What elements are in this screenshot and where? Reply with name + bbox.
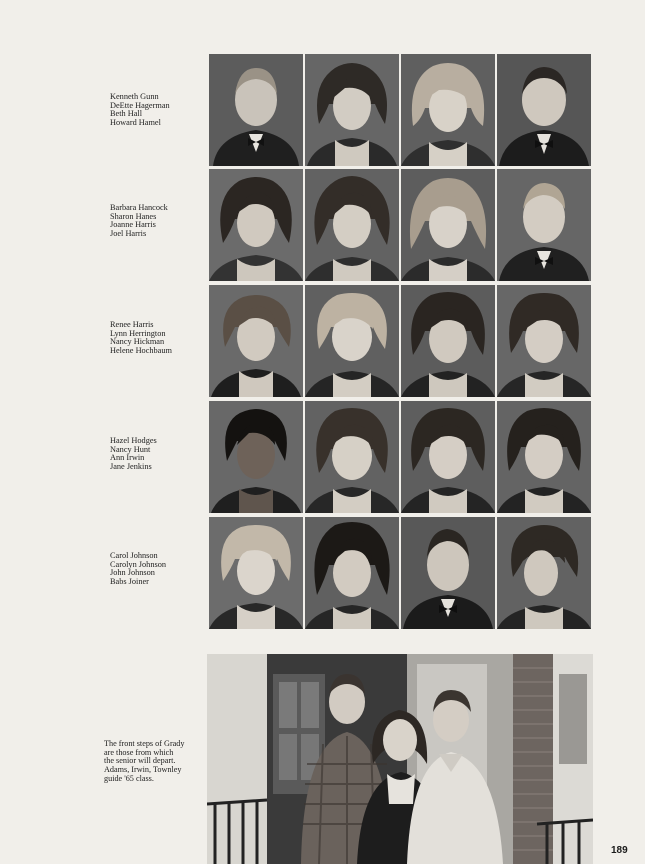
name-list bbox=[110, 204, 206, 238]
portrait-photo bbox=[209, 285, 303, 397]
portrait-photo bbox=[497, 401, 591, 513]
page-number: 189 bbox=[611, 845, 628, 856]
portrait-photo bbox=[497, 54, 591, 166]
portrait-photo bbox=[497, 169, 591, 281]
caption-line: are those from which bbox=[104, 747, 174, 757]
student-name: Hazel Hodges bbox=[110, 436, 157, 445]
student-name: Sharon Hanes bbox=[110, 211, 157, 221]
portrait-photo bbox=[401, 285, 495, 397]
portrait-photo bbox=[209, 517, 303, 629]
portrait-photo bbox=[305, 285, 399, 397]
student-name: Helene Hochbaum bbox=[110, 345, 172, 355]
portrait-photo bbox=[305, 401, 399, 513]
portrait-photo bbox=[401, 169, 495, 281]
name-list bbox=[110, 93, 206, 127]
name-list bbox=[110, 321, 206, 355]
portrait-photo bbox=[209, 401, 303, 513]
student-name: Babs Joiner bbox=[110, 576, 149, 586]
student-name: DeEtte Hagerman bbox=[110, 100, 170, 110]
student-name: Kenneth Gunn bbox=[110, 92, 159, 101]
portrait-photo bbox=[209, 169, 303, 281]
portrait-photo bbox=[209, 54, 303, 166]
student-name: Joel Harris bbox=[110, 228, 147, 238]
portrait-photo bbox=[305, 169, 399, 281]
group-photo bbox=[207, 654, 593, 864]
student-name: Jane Jenkins bbox=[110, 461, 152, 471]
caption-line: The front steps of Grady bbox=[104, 739, 185, 748]
caption-line: Adams, Irwin, Townley bbox=[104, 765, 182, 775]
student-name: John Johnson bbox=[110, 568, 155, 578]
portrait-photo bbox=[401, 401, 495, 513]
caption-line: the senior will depart. bbox=[104, 756, 176, 766]
portrait-photo bbox=[497, 517, 591, 629]
student-name: Beth Hall bbox=[110, 109, 143, 119]
student-name: Barbara Hancock bbox=[110, 203, 168, 212]
portrait-photo bbox=[401, 54, 495, 166]
student-name: Carolyn Johnson bbox=[110, 559, 167, 569]
name-list bbox=[110, 552, 206, 586]
student-name: Lynn Herrington bbox=[110, 328, 166, 338]
student-name: Nancy Hickman bbox=[110, 337, 165, 347]
photo-caption bbox=[104, 740, 204, 784]
portrait-photo bbox=[305, 54, 399, 166]
student-name: Carol Johnson bbox=[110, 551, 158, 560]
portrait-photo bbox=[401, 517, 495, 629]
student-name: Nancy Hunt bbox=[110, 444, 151, 454]
name-list bbox=[110, 437, 206, 471]
student-name: Renee Harris bbox=[110, 320, 154, 329]
student-name: Ann Irwin bbox=[110, 453, 145, 463]
portrait-photo bbox=[497, 285, 591, 397]
student-name: Howard Hamel bbox=[110, 117, 161, 127]
student-name: Joanne Harris bbox=[110, 220, 156, 230]
portrait-photo bbox=[305, 517, 399, 629]
caption-line: guide '65 class. bbox=[104, 773, 154, 783]
